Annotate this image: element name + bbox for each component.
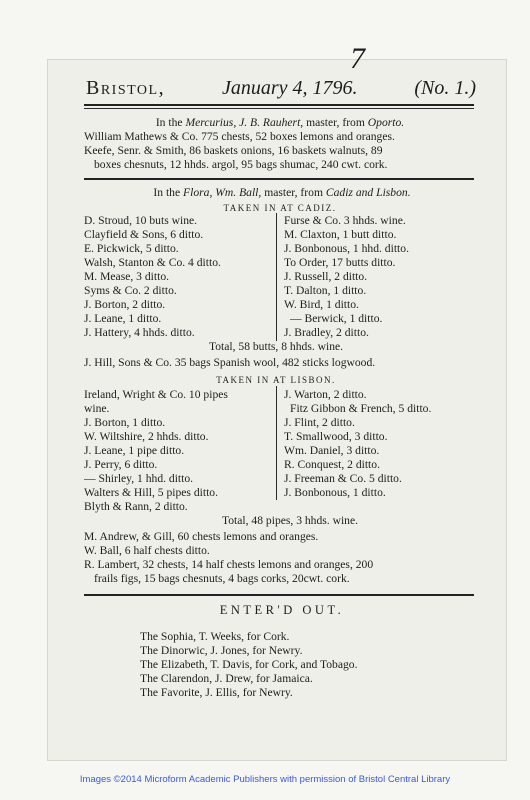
masthead xyxy=(86,76,476,100)
section-rule xyxy=(84,594,474,596)
lisbon-entry: Ireland, Wright & Co. 10 pipes xyxy=(84,388,228,401)
cadiz-entry: W. Bird, 1 ditto. xyxy=(284,298,359,311)
header-rule xyxy=(84,104,474,106)
cadiz-entry: J. Bradley, 2 ditto. xyxy=(284,326,369,339)
cadiz-entry: M. Claxton, 1 butt ditto. xyxy=(284,228,397,241)
lisbon-entry: Walters & Hill, 5 pipes ditto. xyxy=(84,486,218,499)
entered-out-heading: ENTER'D OUT. xyxy=(219,603,345,617)
cadiz-entry: Syms & Co. 2 ditto. xyxy=(84,284,177,297)
lisbon-entry: J. Warton, 2 ditto. xyxy=(284,388,367,401)
lisbon-entry: Blyth & Rann, 2 ditto. xyxy=(84,500,188,513)
entered-out-entry: The Favorite, J. Ellis, for Newry. xyxy=(140,686,293,699)
lisbon-heading: TAKEN IN AT LISBON. xyxy=(216,375,336,385)
hill-entry: J. Hill, Sons & Co. 35 bags Spanish wool, 482 sticks logwood. xyxy=(84,356,376,369)
cadiz-entry: E. Pickwick, 5 ditto. xyxy=(84,242,179,255)
cadiz-entry: Furse & Co. 3 hhds. wine. xyxy=(284,214,406,227)
mercurius-line: boxes chesnuts, 12 hhds. argol, 95 bags shumac, 240 cwt. cork. xyxy=(94,158,388,171)
section-rule xyxy=(84,178,474,180)
cadiz-entry: M. Mease, 3 ditto. xyxy=(84,270,170,283)
lisbon-entry: W. Wiltshire, 2 hhds. ditto. xyxy=(84,430,209,443)
cadiz-entry: Walsh, Stanton & Co. 4 ditto. xyxy=(84,256,221,269)
lisbon-entry: — Shirley, 1 hhd. ditto. xyxy=(84,472,194,485)
entered-out-entry: The Sophia, T. Weeks, for Cork. xyxy=(140,630,290,643)
cadiz-entry: D. Stroud, 10 buts wine. xyxy=(84,214,198,227)
cargo-entry: R. Lambert, 32 chests, 14 half chests lemons and oranges, 200 xyxy=(84,558,374,571)
flora-intro: In the Flora, Wm. Ball, master, from Cadiz and Lisbon. xyxy=(153,186,411,199)
entered-out-entry: The Elizabeth, T. Davis, for Cork, and Tobago. xyxy=(140,658,358,671)
cadiz-entry: — Berwick, 1 ditto. xyxy=(290,312,383,325)
lisbon-entry: J. Flint, 2 ditto. xyxy=(284,416,355,429)
cargo-entry: W. Ball, 6 half chests ditto. xyxy=(84,544,210,557)
header-rule-thin xyxy=(84,108,474,109)
issue-number: (No. 1.) xyxy=(414,77,476,99)
cadiz-total: Total, 58 butts, 8 hhds. wine. xyxy=(208,340,344,353)
masthead-city: Bristol, xyxy=(86,77,166,99)
lisbon-entry: Fitz Gibbon & French, 5 ditto. xyxy=(290,402,432,415)
cadiz-entry: J. Bonbonous, 1 hhd. ditto. xyxy=(284,242,409,255)
cadiz-heading: TAKEN IN AT CADIZ. xyxy=(223,203,337,213)
lisbon-entry: J. Leane, 1 pipe ditto. xyxy=(84,444,185,457)
lisbon-entry: R. Conquest, 2 ditto. xyxy=(284,458,380,471)
lisbon-entry: J. Perry, 6 ditto. xyxy=(84,458,158,471)
lisbon-entry: J. Freeman & Co. 5 ditto. xyxy=(284,472,402,485)
cadiz-entry: To Order, 17 butts ditto. xyxy=(284,256,396,269)
lisbon-total: Total, 48 pipes, 3 hhds. wine. xyxy=(221,514,359,527)
lisbon-entry: J. Bonbonous, 1 ditto. xyxy=(284,486,386,499)
cargo-entry: M. Andrew, & Gill, 60 chests lemons and oranges. xyxy=(84,530,319,543)
lisbon-entry: Wm. Daniel, 3 ditto. xyxy=(284,444,380,457)
handwritten-annotation: 7 xyxy=(350,42,365,75)
mercurius-line: William Mathews & Co. 775 chests, 52 boxes lemons and oranges. xyxy=(84,130,395,143)
column-divider xyxy=(276,213,277,341)
cadiz-entry: J. Leane, 1 ditto. xyxy=(84,312,162,325)
mercurius-intro: In the Mercurius, J. B. Rauhert, master, from Oporto. xyxy=(155,116,405,129)
cargo-entry: frails figs, 15 bags chesnuts, 4 bags corks, 20cwt. cork. xyxy=(94,572,350,585)
lisbon-entry: T. Smallwood, 3 ditto. xyxy=(284,430,388,443)
entered-out-entry: The Clarendon, J. Drew, for Jamaica. xyxy=(140,672,313,685)
masthead-date: January 4, 1796. xyxy=(221,77,358,99)
cadiz-entry: J. Borton, 2 ditto. xyxy=(84,298,166,311)
column-divider xyxy=(276,386,277,500)
cadiz-entry: J. Hattery, 4 hhds. ditto. xyxy=(84,326,195,339)
mercurius-line: Keefe, Senr. & Smith, 86 baskets onions, 16 baskets walnuts, 89 xyxy=(84,144,383,157)
cadiz-entry: Clayfield & Sons, 6 ditto. xyxy=(84,228,204,241)
lisbon-entry: J. Borton, 1 ditto. xyxy=(84,416,166,429)
image-credit: Images ©2014 Microform Academic Publishers with permission of Bristol Central Library xyxy=(79,774,451,785)
lisbon-entry: wine. xyxy=(84,402,110,415)
cadiz-entry: T. Dalton, 1 ditto. xyxy=(284,284,367,297)
entered-out-entry: The Dinorwic, J. Jones, for Newry. xyxy=(140,644,303,657)
cadiz-entry: J. Russell, 2 ditto. xyxy=(284,270,368,283)
